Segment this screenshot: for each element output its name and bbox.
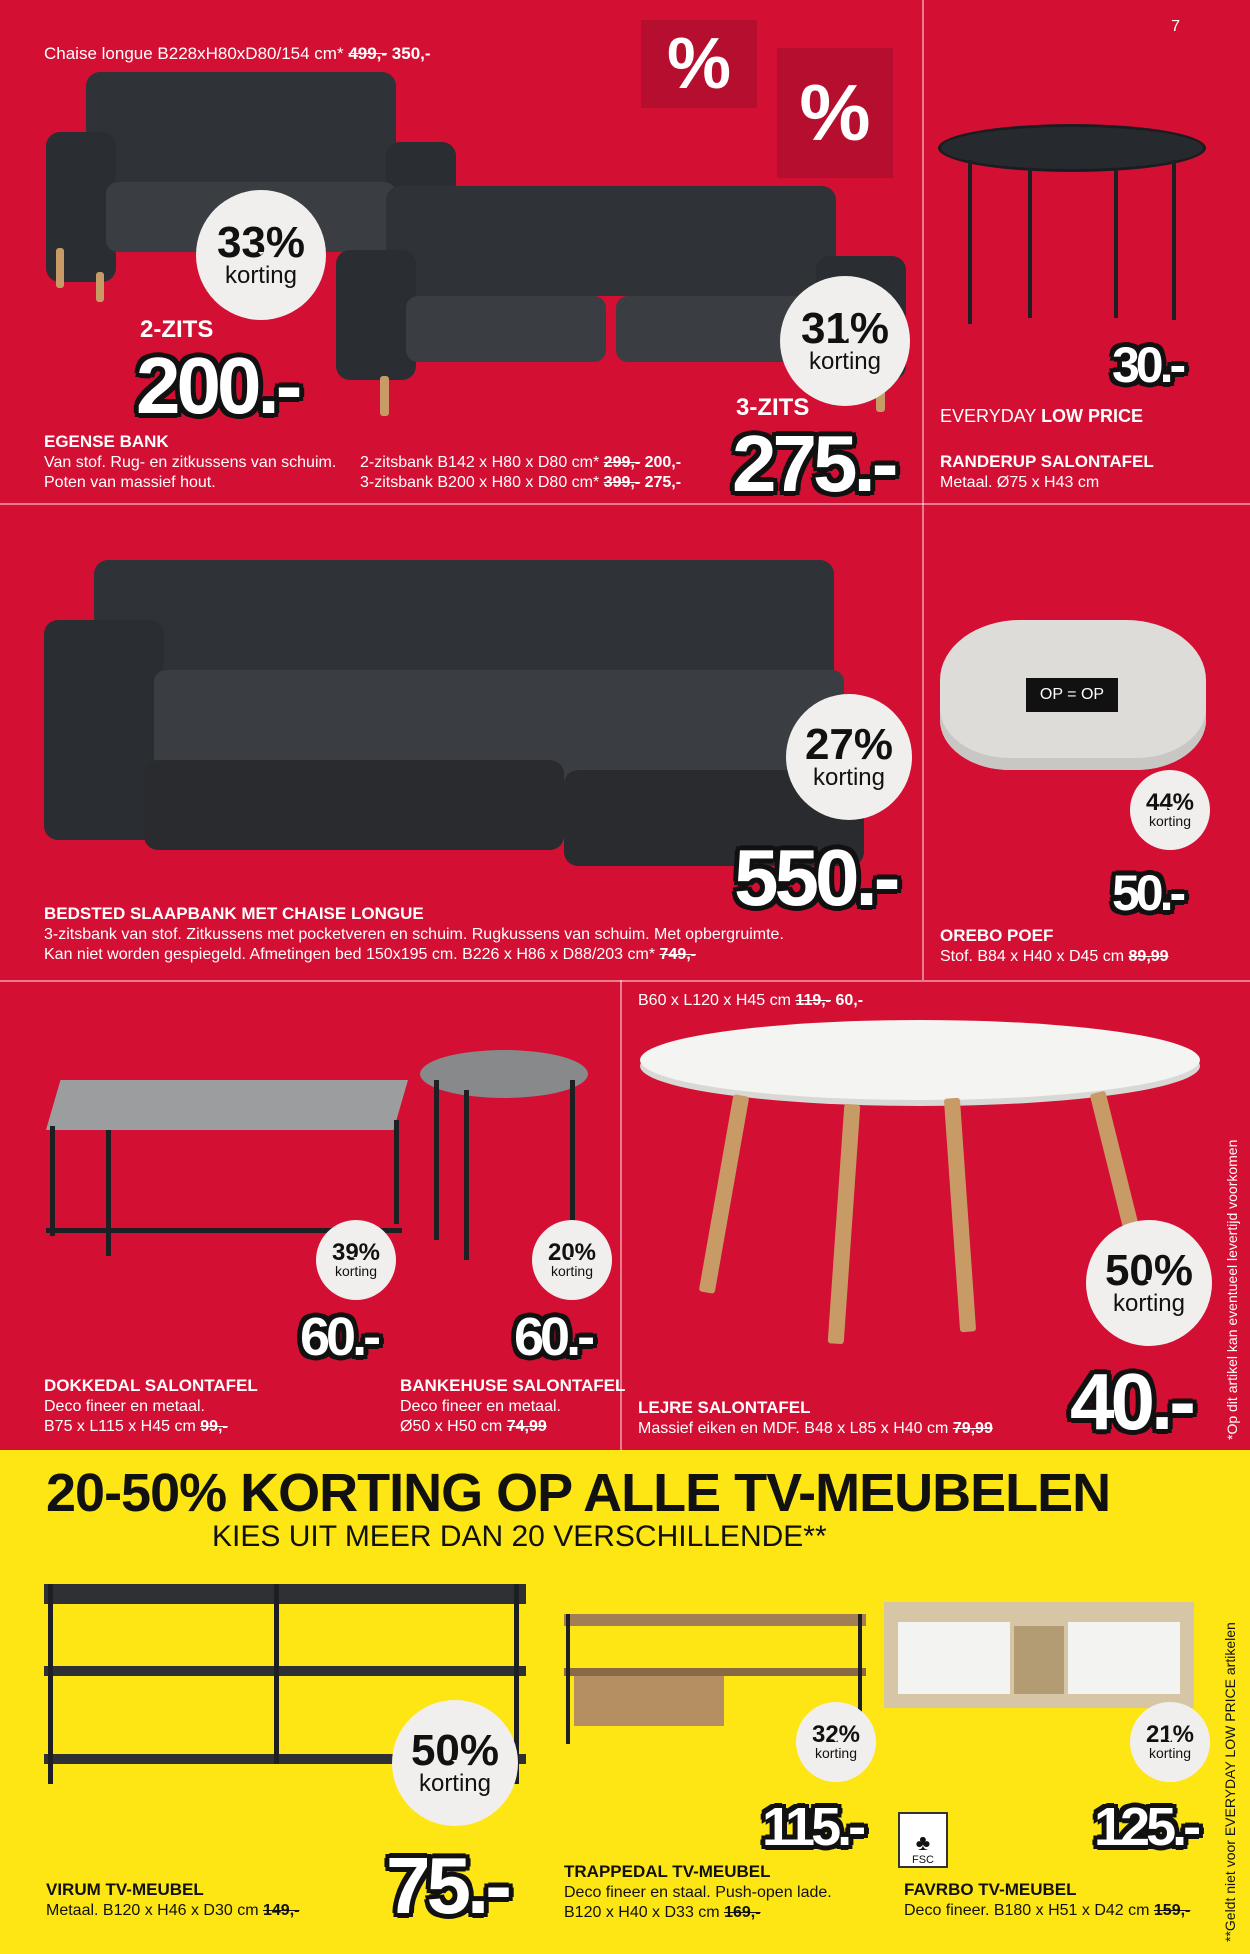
discount-badge: 50% korting [392,1700,518,1826]
divider [922,503,924,980]
product-name: OREBO POEF [940,926,1054,945]
tv-stand-white-image [884,1602,1194,1712]
product-name: VIRUM TV-MEUBEL [46,1880,204,1899]
product-name: DOKKEDAL SALONTAFEL [44,1376,258,1395]
product-name: TRAPPEDAL TV-MEUBEL [564,1862,771,1881]
price-3-seat: 275.- [732,419,895,508]
footnote: *Op dit artikel kan eventueel levertijd voorkomen [1224,1139,1240,1440]
product-name: RANDERUP SALONTAFEL [940,452,1154,471]
tree-icon: ♣ [915,1830,931,1855]
discount-badge: 21% korting [1130,1702,1210,1782]
chaise-line: Chaise longue B228xH80xD80/154 cm* 499,- 350,- [44,44,431,63]
discount-badge: 50% korting [1086,1220,1212,1346]
price: 75.- [386,1841,508,1930]
product-desc: Stof. B84 x H40 x D45 cm 89,99 [940,948,1169,965]
divider [0,980,1250,982]
product-desc: 3-zitsbank van stof. Zitkussens met pocketveren en schuim. Rugkussens van schuim. Met opbergruimte. [44,926,784,943]
divider [922,0,924,503]
product-desc: Deco fineer en metaal. [44,1398,205,1415]
coffee-table-image [938,124,1208,334]
discount-badge: 39% korting [316,1220,396,1300]
seat-label-2: 2-ZITS [140,316,214,343]
fsc-logo: ♣ FSC [898,1812,948,1868]
product-desc: Deco fineer. B180 x H51 x D42 cm 159,- [904,1902,1191,1919]
product-desc: Kan niet worden gespiegeld. Afmetingen bed 150x195 cm. B226 x H86 x D88/203 cm* 749,- [44,946,696,963]
product-desc: Deco fineer en staal. Push-open lade. [564,1884,832,1901]
discount-badge: 33% korting [196,190,326,320]
corner-sofa-image [44,540,884,870]
price-2-seat: 200.- [136,341,299,430]
price: 60.- [300,1307,378,1367]
product-desc: Van stof. Rug- en zitkussens van schuim. [44,454,337,471]
discount-badge: 27% korting [786,694,912,820]
product-name: BEDSTED SLAAPBANK MET CHAISE LONGUE [44,904,424,923]
op-op-tag: OP = OP [1026,678,1118,712]
banner-headline: 20-50% KORTING OP ALLE TV-MEUBELEN [46,1463,1111,1523]
everyday-low-price-logo: EVERYDAY LOW PRICE [940,406,1144,426]
page-number: 7 [1171,18,1180,35]
product-desc: Poten van massief hout. [44,474,216,491]
size-line: 3-zitsbank B200 x H80 x D80 cm* 399,- 275,- [360,474,682,491]
product-name: FAVRBO TV-MEUBEL [904,1880,1077,1899]
percent-icon: % [799,68,871,157]
seat-label-3: 3-ZITS [736,394,810,421]
price: 30.- [1112,337,1183,393]
product-desc: Metaal. Ø75 x H43 cm [940,474,1100,491]
product-name: BANKEHUSE SALONTAFEL [400,1376,626,1395]
size-line: 2-zitsbank B142 x H80 x D80 cm* 299,- 200,- [360,454,682,471]
banner-subline: KIES UIT MEER DAN 20 VERSCHILLENDE** [212,1520,827,1553]
price: 50.- [1112,865,1183,921]
price: 115.- [762,1797,863,1857]
price: 125.- [1094,1797,1198,1857]
price: 60.- [514,1307,592,1367]
size-line: B60 x L120 x H45 cm 119,- 60,- [638,992,864,1009]
sale-tag [641,20,757,108]
sale-tag [777,48,893,178]
product-desc: Deco fineer en metaal. [400,1398,561,1415]
discount-badge: 44% korting [1130,770,1210,850]
discount-badge: 31% korting [780,276,910,406]
product-desc: Ø50 x H50 cm 74,99 [400,1418,547,1435]
footnote: **Geldt niet voor EVERYDAY LOW PRICE artikelen [1222,1622,1238,1942]
product-desc: B75 x L115 x H45 cm 99,- [44,1418,228,1435]
percent-icon: % [666,24,732,104]
divider [0,503,1250,505]
product-name: EGENSE BANK [44,432,169,451]
product-name: LEJRE SALONTAFEL [638,1398,811,1417]
price: 550.- [734,833,897,922]
product-desc: B120 x H40 x D33 cm 169,- [564,1904,761,1921]
product-desc: Massief eiken en MDF. B48 x L85 x H40 cm 79,99 [638,1420,993,1437]
discount-badge: 20% korting [532,1220,612,1300]
product-desc: Metaal. B120 x H46 x D30 cm 149,- [46,1902,300,1919]
discount-badge: 32% korting [796,1702,876,1782]
price: 40.- [1070,1357,1192,1446]
